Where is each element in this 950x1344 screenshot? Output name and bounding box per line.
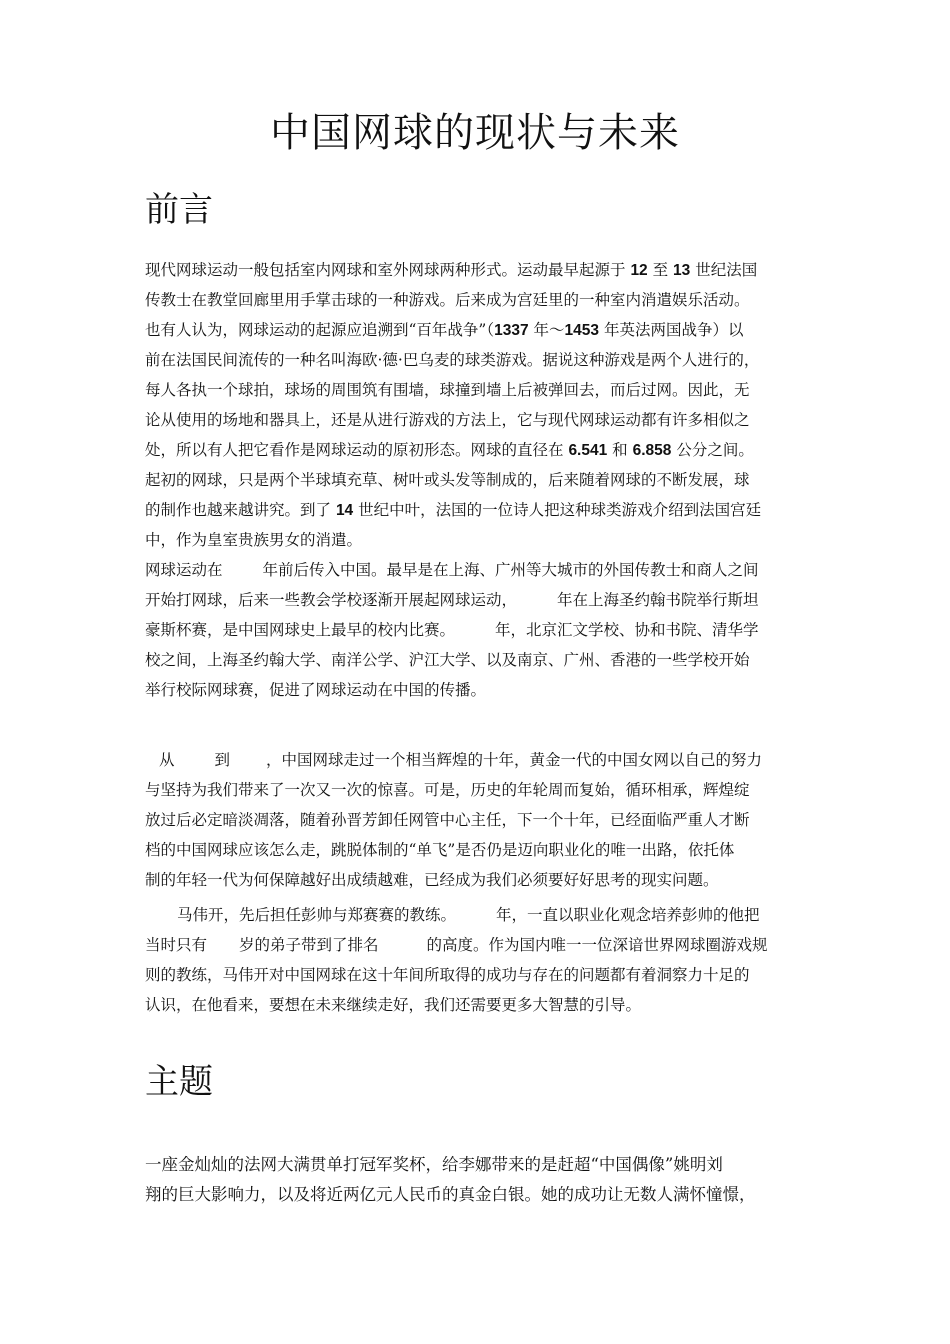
- paragraph: [145, 555, 807, 705]
- text-line: 与坚持为我们带来了一次又一次的惊喜。可是，历史的年轮周而复始，循环相承，辉煌绽: [145, 781, 750, 799]
- text-run: 当时只有: [145, 936, 208, 954]
- text-run: 年，一直以职业化观念培养彭帅的他把: [496, 906, 760, 924]
- text-run: 开始打网球，后来一些教会学校逐渐开展起网球运动，: [145, 591, 518, 609]
- text-line: 放过后必定暗淡凋落，随着孙晋芳卸任网管中心主任，下一个十年，已经面临严重人才断: [145, 811, 750, 829]
- text-run: 网球运动在: [145, 561, 223, 579]
- text-run: 马伟开，先后担任彭帅与郑赛赛的教练。: [177, 906, 457, 924]
- text-run: 世纪中叶，法国的一位诗人把这种球类游戏介绍到法国宫廷: [353, 501, 762, 519]
- text-line: 则的教练，马伟开对中国网球在这十年间所取得的成功与存在的问题都有着洞察力十足的: [145, 966, 750, 984]
- text-line: 制的年轻一代为何保障越好出成绩越难，已经成为我们必须要好好思考的现实问题。: [145, 871, 719, 889]
- text-run: 年前后传入中国。最早是在上海、广州等大城市的外国传教士和商人之间: [262, 561, 759, 579]
- text-run: 年～: [528, 321, 565, 339]
- paragraph: [145, 1150, 807, 1210]
- text-line: 翔的巨大影响力，以及将近两亿元人民币的真金白银。她的成功让无数人满怀憧憬，: [145, 1185, 756, 1204]
- paragraph: [145, 745, 807, 895]
- text-line: [145, 315, 807, 345]
- text-line: [145, 255, 807, 285]
- text-run: 年在上海圣约翰书院举行斯坦: [557, 591, 759, 609]
- text-line: 举行校际网球赛，促进了网球运动在中国的传播。: [145, 681, 487, 699]
- text-line: [145, 745, 807, 775]
- text-run: 也有人认为，网球运动的起源应追溯到“百年战争”（: [145, 321, 495, 339]
- text-line: 认识，在他看来，要想在未来继续走好，我们还需要更多大智慧的引导。: [145, 996, 642, 1014]
- text-run: 岁的弟子带到了排名: [239, 936, 379, 954]
- text-run: 世纪法国: [690, 261, 758, 279]
- text-run: 到: [214, 751, 231, 769]
- text-line: [145, 930, 807, 960]
- paragraph: [145, 900, 807, 1020]
- text-line: 档的中国网球应该怎么走，跳脱体制的“单飞”是否仍是迈向职业化的唯一出路，依托体: [145, 841, 735, 859]
- number: 13: [673, 262, 691, 279]
- text-line: 一座金灿灿的法网大满贯单打冠军奖杯，给李娜带来的是赶超“中国偶像”姚明刘: [145, 1155, 723, 1174]
- text-run: 现代网球运动一般包括室内网球和室外网球两种形式。运动最早起源于: [145, 261, 631, 279]
- text-line: 前在法国民间流传的一种名叫海欧·德·巴乌麦的球类游戏。据说这种游戏是两个人进行的，: [145, 351, 760, 369]
- text-run: 年，北京汇文学校、协和书院、清华学: [495, 621, 759, 639]
- number: 6.858: [632, 442, 672, 459]
- text-line: [145, 900, 807, 930]
- text-line: 中，作为皇室贵族男女的消遣。: [145, 531, 363, 549]
- text-run: 豪斯杯赛，是中国网球史上最早的校内比赛。: [145, 621, 456, 639]
- number: 14: [335, 502, 354, 519]
- text-line: [145, 435, 807, 465]
- text-line: [145, 585, 807, 615]
- text-run: 的高度。作为国内唯一一位深谙世界网球圈游戏规: [426, 936, 768, 954]
- text-run: 年英法两国战争）以: [599, 321, 744, 339]
- text-run: 处，所以有人把它看作是网球运动的原初形态。网球的直径在: [145, 441, 569, 459]
- text-line: [145, 555, 807, 585]
- paragraph: [145, 255, 807, 555]
- document-title: 中国网球的现状与未来: [270, 110, 680, 156]
- number: 12: [630, 262, 648, 279]
- text-line: 校之间，上海圣约翰大学、南洋公学、沪江大学、以及南京、广州、香港的一些学校开始: [145, 651, 750, 669]
- text-line: [145, 495, 807, 525]
- text-run: 从: [159, 751, 175, 769]
- section-heading-theme: 主题: [145, 1062, 213, 1102]
- number: 1453: [564, 322, 600, 339]
- text-run: 公分之间。: [671, 441, 754, 459]
- section-heading-preface: 前言: [145, 190, 213, 230]
- text-line: 每人各执一个球拍，球场的周围筑有围墙，球撞到墙上后被弹回去，而后过网。因此，无: [145, 381, 750, 399]
- text-line: 起初的网球，只是两个半球填充草、树叶或头发等制成的，后来随着网球的不断发展，球: [145, 471, 750, 489]
- number: 1337: [494, 322, 529, 339]
- text-line: 论从使用的场地和器具上，还是从进行游戏的方法上，它与现代网球运动都有许多相似之: [145, 411, 750, 429]
- text-run: 至: [647, 261, 674, 279]
- text-line: 传教士在教堂回廊里用手掌击球的一种游戏。后来成为宫廷里的一种室内消遣娱乐活动。: [145, 291, 750, 309]
- text-line: [145, 615, 807, 645]
- text-run: 和: [607, 441, 633, 459]
- number: 6.541: [568, 442, 608, 459]
- text-run: 的制作也越来越讲究。到了: [145, 501, 336, 519]
- text-run: ，中国网球走过一个相当辉煌的十年，黄金一代的中国女网以自己的努力: [266, 751, 763, 769]
